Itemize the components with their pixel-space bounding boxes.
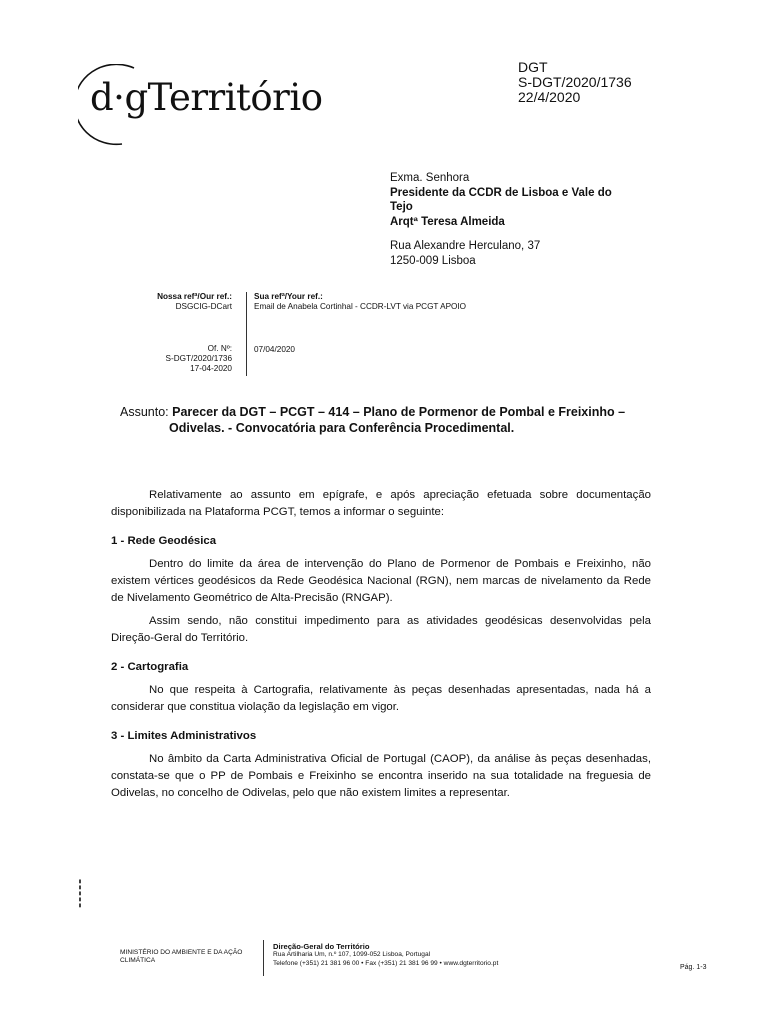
your-ref-date: 07/04/2020 <box>254 345 295 354</box>
subject-lead: Assunto: <box>120 405 169 419</box>
our-ref-label: Nossa refª/Our ref.: <box>157 292 232 301</box>
footer-org-name: Direção-Geral do Território <box>273 942 370 951</box>
ministry-line1: MINISTÉRIO DO AMBIENTE E DA AÇÃO <box>120 949 243 956</box>
footer-address: Rua Artilharia Um, n.º 107, 1099-052 Lisboa, Portugal <box>273 951 431 959</box>
addressee-street: Rua Alexandre Herculano, 37 <box>390 240 541 252</box>
doc-ref-date: 22/4/2020 <box>518 89 581 105</box>
addressee-name: Arqtª Teresa Almeida <box>390 215 505 228</box>
margin-stamp: ▮▮▮▮▮ <box>77 878 83 908</box>
dgterritorio-logo <box>78 64 323 148</box>
ministry-line2: CLIMÁTICA <box>120 957 156 965</box>
section1-paragraph1: Dentro do limite da área de intervenção do Plano de Pormenor de Pombais e Freixinho, não existem vértices geodésicos da Rede Geodésica Nacional (RGN), nem marcas de nivelamento da Rede de Nivelamento Geométrico de Alta-Precisão (RNGAP). <box>111 558 651 604</box>
our-ref-value: DSGCIG-DCart <box>175 302 232 311</box>
doc-ref-number: S-DGT/2020/1736 <box>518 74 632 90</box>
logo-text: d·gTerritório <box>90 76 323 119</box>
your-reference <box>254 292 554 354</box>
reference-table <box>120 292 540 377</box>
addressee-title-line2: Tejo <box>390 201 413 213</box>
your-ref-value: Email de Anabela Cortinhal - CCDR-LVT via PCGT APOIO <box>254 302 467 311</box>
subject-line2: Odivelas. - Convocatória para Conferência Procedimental. <box>169 421 515 435</box>
addressee-title-line1: Presidente da CCDR de Lisboa e Vale do <box>390 186 612 199</box>
footer-divider <box>263 940 264 976</box>
of-number: S-DGT/2020/1736 <box>165 354 232 363</box>
our-reference <box>120 292 232 373</box>
document-reference <box>518 60 632 105</box>
section3-heading: 3 - Limites Administrativos <box>111 730 257 742</box>
section1-heading: 1 - Rede Geodésica <box>111 535 217 547</box>
footer-ministry <box>120 949 260 966</box>
section1-paragraph2: Assim sendo, não constitui impedimento para as atividades geodésicas desenvolvidas pela Direção-Geral do Território. <box>111 615 651 644</box>
addressee-salutation: Exma. Senhora <box>390 172 470 184</box>
letter-body <box>111 487 651 802</box>
section2-heading: 2 - Cartografia <box>111 661 189 673</box>
reference-divider <box>246 292 247 376</box>
addressee-city: 1250-009 Lisboa <box>390 254 476 267</box>
footer-organization <box>273 943 653 968</box>
of-label: Of. Nº: <box>207 344 232 353</box>
section2-paragraph1: No que respeita à Cartografia, relativamente às peças desenhadas apresentadas, nada há a considerar que constitua violação da legislação em vigor. <box>111 684 651 713</box>
footer-contacts: Telefone (+351) 21 381 96 00 • Fax (+351) 21 381 96 99 • www.dgterritorio.pt <box>273 959 499 967</box>
your-ref-label: Sua refª/Your ref.: <box>254 292 323 301</box>
footer <box>120 940 740 980</box>
intro-paragraph: Relativamente ao assunto em epígrafe, e após apreciação efetuada sobre documentação disponibilizada na Plataforma PCGT, temos a informar o seguinte: <box>111 489 651 518</box>
section3-paragraph1: No âmbito da Carta Administrativa Oficial de Portugal (CAOP), da análise às peças desenhadas, constata-se que o PP de Pombais e Freixinho se encontra inserido na sua totalidade na freguesia de Odivelas, no concelho de Odivelas, pelo que não existem limites a representar. <box>111 753 651 799</box>
subject <box>120 404 660 436</box>
subject-line1: Parecer da DGT – PCGT – 414 – Plano de Pormenor de Pombal e Freixinho – <box>172 405 626 419</box>
addressee-block <box>390 171 612 268</box>
doc-ref-line1: DGT <box>518 59 548 75</box>
page-number: Pág. 1-3 <box>680 964 707 971</box>
of-date: 17-04-2020 <box>190 364 232 373</box>
